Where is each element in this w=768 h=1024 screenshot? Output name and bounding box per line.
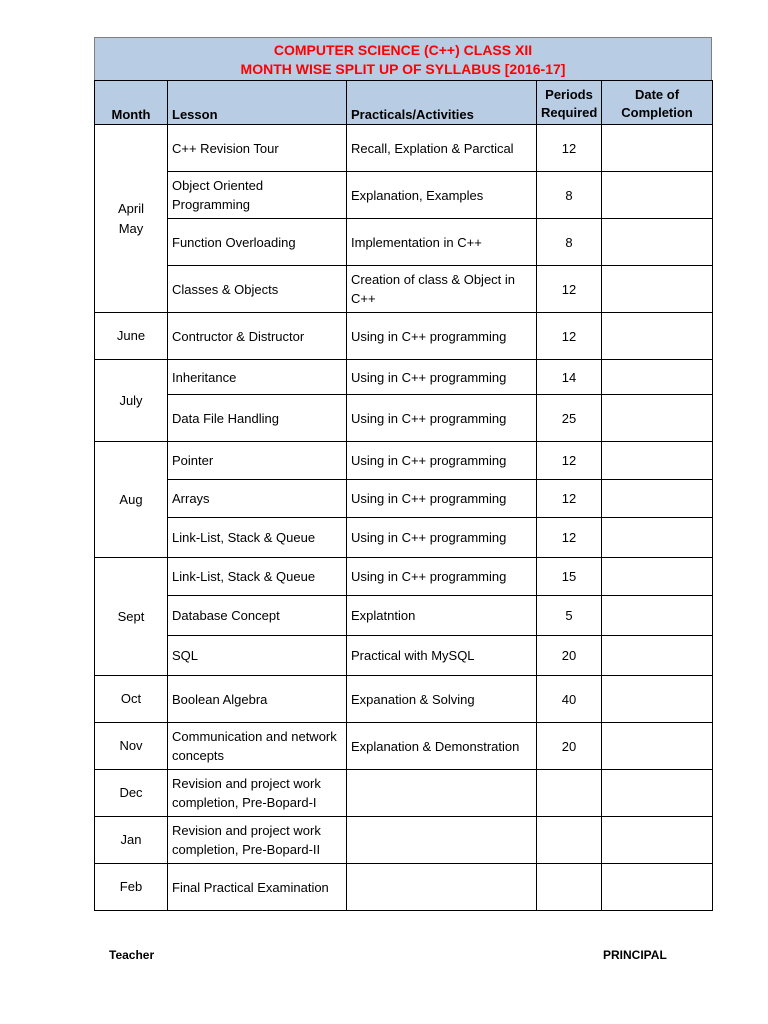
practical-cell: Explatntion	[347, 596, 537, 636]
table-row	[95, 596, 713, 636]
table-row	[95, 442, 713, 480]
periods-cell	[537, 817, 602, 864]
month-cell	[95, 723, 168, 770]
header-date	[602, 81, 713, 125]
header-lesson: Lesson	[168, 81, 347, 125]
month-cell	[95, 360, 168, 442]
lesson-cell: Inheritance	[168, 360, 347, 395]
practical-cell	[347, 864, 537, 911]
table-row	[95, 219, 713, 266]
principal-signature-label: PRINCIPAL	[603, 948, 667, 962]
completion-date-cell	[602, 125, 713, 172]
month-label: Aug	[119, 491, 143, 507]
month-label: Dec	[119, 785, 143, 800]
periods-cell: 12	[537, 125, 602, 172]
month-cell	[95, 558, 168, 676]
month-cell	[95, 676, 168, 723]
completion-date-cell	[602, 442, 713, 480]
periods-cell: 14	[537, 360, 602, 395]
periods-cell: 12	[537, 518, 602, 558]
completion-date-cell	[602, 864, 713, 911]
completion-date-cell	[602, 395, 713, 442]
completion-date-cell	[602, 636, 713, 676]
lesson-cell: Link-List, Stack & Queue	[168, 518, 347, 558]
month-cell	[95, 864, 168, 911]
table-row	[95, 360, 713, 395]
completion-date-cell	[602, 360, 713, 395]
practical-cell: Practical with MySQL	[347, 636, 537, 676]
table-row	[95, 313, 713, 360]
syllabus-table	[94, 80, 713, 911]
month-label: April	[117, 200, 144, 216]
practical-cell: Using in C++ programming	[347, 558, 537, 596]
table-row	[95, 817, 713, 864]
practical-cell: Using in C++ programming	[347, 518, 537, 558]
practical-cell: Using in C++ programming	[347, 480, 537, 518]
lesson-cell: C++ Revision Tour	[168, 125, 347, 172]
completion-date-cell	[602, 723, 713, 770]
lesson-cell: Communication and network concepts	[168, 723, 347, 770]
practical-cell: Explanation, Examples	[347, 172, 537, 219]
lesson-cell: Link-List, Stack & Queue	[168, 558, 347, 596]
header-periods-line2: Required	[541, 105, 598, 120]
completion-date-cell	[602, 817, 713, 864]
completion-date-cell	[602, 558, 713, 596]
practical-cell: Creation of class & Object in C++	[347, 266, 537, 313]
completion-date-cell	[602, 518, 713, 558]
practical-cell: Using in C++ programming	[347, 395, 537, 442]
month-cell	[95, 313, 168, 360]
periods-cell: 20	[537, 636, 602, 676]
header-month: Month	[95, 81, 168, 125]
header-periods-line1: Periods	[545, 87, 593, 102]
completion-date-cell	[602, 172, 713, 219]
completion-date-cell	[602, 266, 713, 313]
completion-date-cell	[602, 770, 713, 817]
practical-cell	[347, 817, 537, 864]
practical-cell: Explanation & Demonstration	[347, 723, 537, 770]
month-label: Jan	[120, 832, 142, 847]
periods-cell: 20	[537, 723, 602, 770]
table-row	[95, 770, 713, 817]
document-subtitle: MONTH WISE SPLIT UP OF SYLLABUS [2016-17]	[240, 61, 566, 77]
practical-cell: Implementation in C++	[347, 219, 537, 266]
periods-cell: 12	[537, 442, 602, 480]
syllabus-sheet	[94, 37, 712, 911]
syllabus-body	[95, 125, 713, 911]
header-date-line1: Date of	[634, 87, 680, 102]
title-banner	[94, 37, 712, 80]
completion-date-cell	[602, 676, 713, 723]
month-label: June	[116, 328, 146, 343]
periods-cell: 40	[537, 676, 602, 723]
periods-cell: 15	[537, 558, 602, 596]
table-row	[95, 125, 713, 172]
practical-cell: Using in C++ programming	[347, 442, 537, 480]
month-label: Nov	[119, 738, 143, 753]
completion-date-cell	[602, 313, 713, 360]
table-row	[95, 558, 713, 596]
month-cell	[95, 442, 168, 558]
table-row	[95, 172, 713, 219]
lesson-cell: SQL	[168, 636, 347, 676]
lesson-cell: Final Practical Examination	[168, 864, 347, 911]
periods-cell: 12	[537, 266, 602, 313]
lesson-cell: Contructor & Distructor	[168, 313, 347, 360]
month-cell	[95, 770, 168, 817]
periods-cell: 5	[537, 596, 602, 636]
table-row	[95, 518, 713, 558]
header-periods	[537, 81, 602, 125]
lesson-cell: Pointer	[168, 442, 347, 480]
header-date-line2: Completion	[621, 105, 693, 120]
practical-cell: Using in C++ programming	[347, 360, 537, 395]
lesson-cell: Data File Handling	[168, 395, 347, 442]
practical-cell: Using in C++ programming	[347, 313, 537, 360]
completion-date-cell	[602, 596, 713, 636]
periods-cell: 25	[537, 395, 602, 442]
month-label-line2: May	[118, 220, 144, 236]
completion-date-cell	[602, 480, 713, 518]
month-label: Oct	[120, 691, 142, 706]
lesson-cell: Database Concept	[168, 596, 347, 636]
lesson-cell: Boolean Algebra	[168, 676, 347, 723]
practical-cell	[347, 770, 537, 817]
lesson-cell: Revision and project work completion, Pre-Bopard-II	[168, 817, 347, 864]
lesson-cell: Revision and project work completion, Pre-Bopard-I	[168, 770, 347, 817]
table-row	[95, 266, 713, 313]
periods-cell: 8	[537, 219, 602, 266]
header-practicals: Practicals/Activities	[347, 81, 537, 125]
periods-cell	[537, 864, 602, 911]
lesson-cell: Function Overloading	[168, 219, 347, 266]
periods-cell: 8	[537, 172, 602, 219]
month-label: Feb	[119, 879, 143, 894]
table-row	[95, 395, 713, 442]
document-title: COMPUTER SCIENCE (C++) CLASS XII	[273, 42, 533, 58]
month-label: July	[119, 392, 143, 408]
completion-date-cell	[602, 219, 713, 266]
table-row	[95, 480, 713, 518]
periods-cell	[537, 770, 602, 817]
table-row	[95, 864, 713, 911]
lesson-cell: Classes & Objects	[168, 266, 347, 313]
periods-cell: 12	[537, 313, 602, 360]
teacher-signature-label: Teacher	[109, 948, 155, 962]
table-row	[95, 636, 713, 676]
header-row	[95, 81, 713, 125]
practical-cell: Expanation & Solving	[347, 676, 537, 723]
month-cell	[95, 817, 168, 864]
month-label: Sept	[117, 608, 145, 624]
periods-cell: 12	[537, 480, 602, 518]
lesson-cell: Arrays	[168, 480, 347, 518]
table-row	[95, 723, 713, 770]
table-row	[95, 676, 713, 723]
month-cell	[95, 125, 168, 313]
lesson-cell: Object Oriented Programming	[168, 172, 347, 219]
practical-cell: Recall, Explation & Parctical	[347, 125, 537, 172]
